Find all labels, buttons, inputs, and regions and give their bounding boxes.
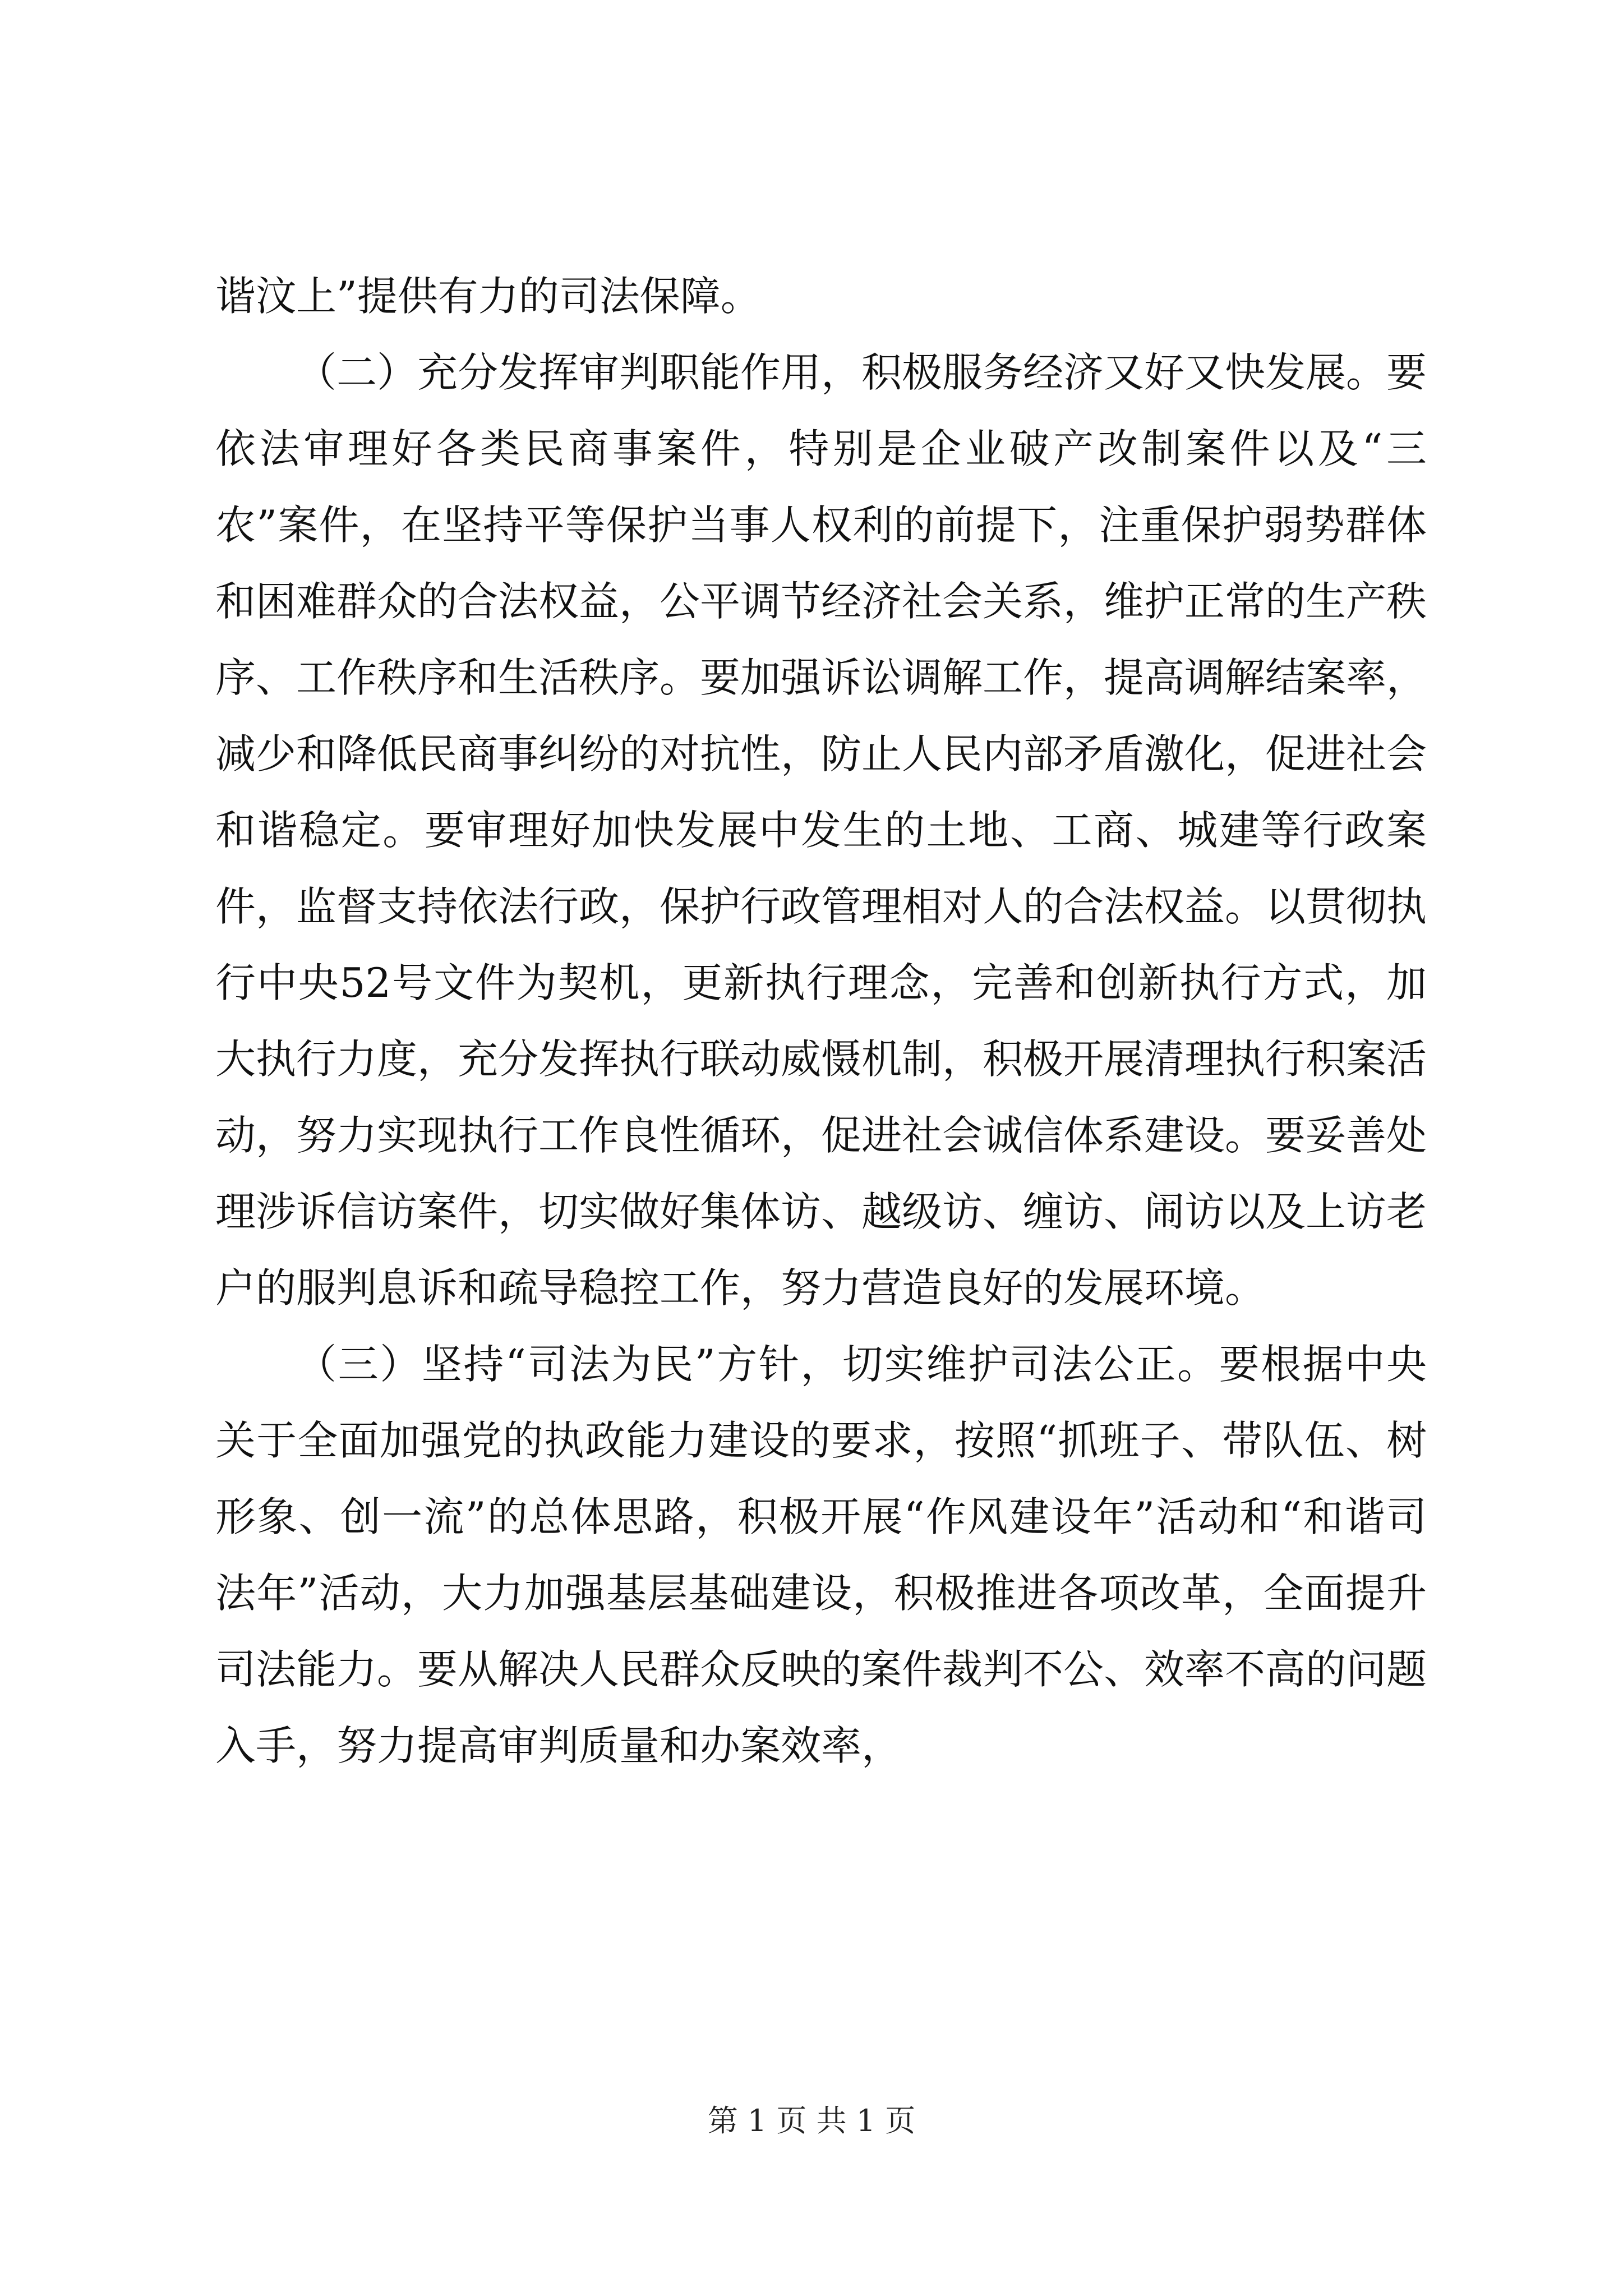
page-footer: 第 1 页 共 1 页	[707, 2103, 916, 2138]
paragraph-section-three: （三）坚持“司法为民”方针，切实维护司法公正。要根据中央关于全面加强党的执政能力建设的要求，按照“抓班子、带队伍、树形象、创一流”的总体思路，积极开展“作风建设年”活动和“和谐司法年”活动，大力加强基层基础建设，积极推进各项改革，全面提升司法能力。要从解决人民群众反映的案件裁判不公、效率不高的问题入手，努力提高审判质量和办案效率，	[215, 1341, 1427, 1769]
paragraph-section-two: （二）充分发挥审判职能作用，积极服务经济又好又快发展。要依法审理好各类民商事案件，特别是企业破产改制案件以及“三农”案件，在坚持平等保护当事人权利的前提下，注重保护弱势群体和困难群众的合法权益，公平调节经济社会关系，维护正常的生产秩序、工作秩序和生活秩序。要加强诉讼调解工作，提高调解结案率，减少和降低民商事纠纷的对抗性，防止人民内部矛盾激化，促进社会和谐稳定。要审理好加快发展中发生的土地、工商、城建等行政案件，监督支持依法行政，保护行政管理相对人的合法权益。以贯彻执行中央52号文件为契机，更新执行理念，完善和创新执行方式，加大执行力度，充分发挥执行联动威慑机制，积极开展清理执行积案活动，努力实现执行工作良性循环，促进社会诚信体系建设。要妥善处理涉诉信访案件，切实做好集体访、越级访、缠访、闹访以及上访老户的服判息诉和疏导稳控工作，努力营造良好的发展环境。	[215, 349, 1427, 1312]
document-body	[215, 258, 1427, 1784]
paragraph-continuation: 谐汶上”提供有力的司法保障。	[215, 273, 761, 320]
